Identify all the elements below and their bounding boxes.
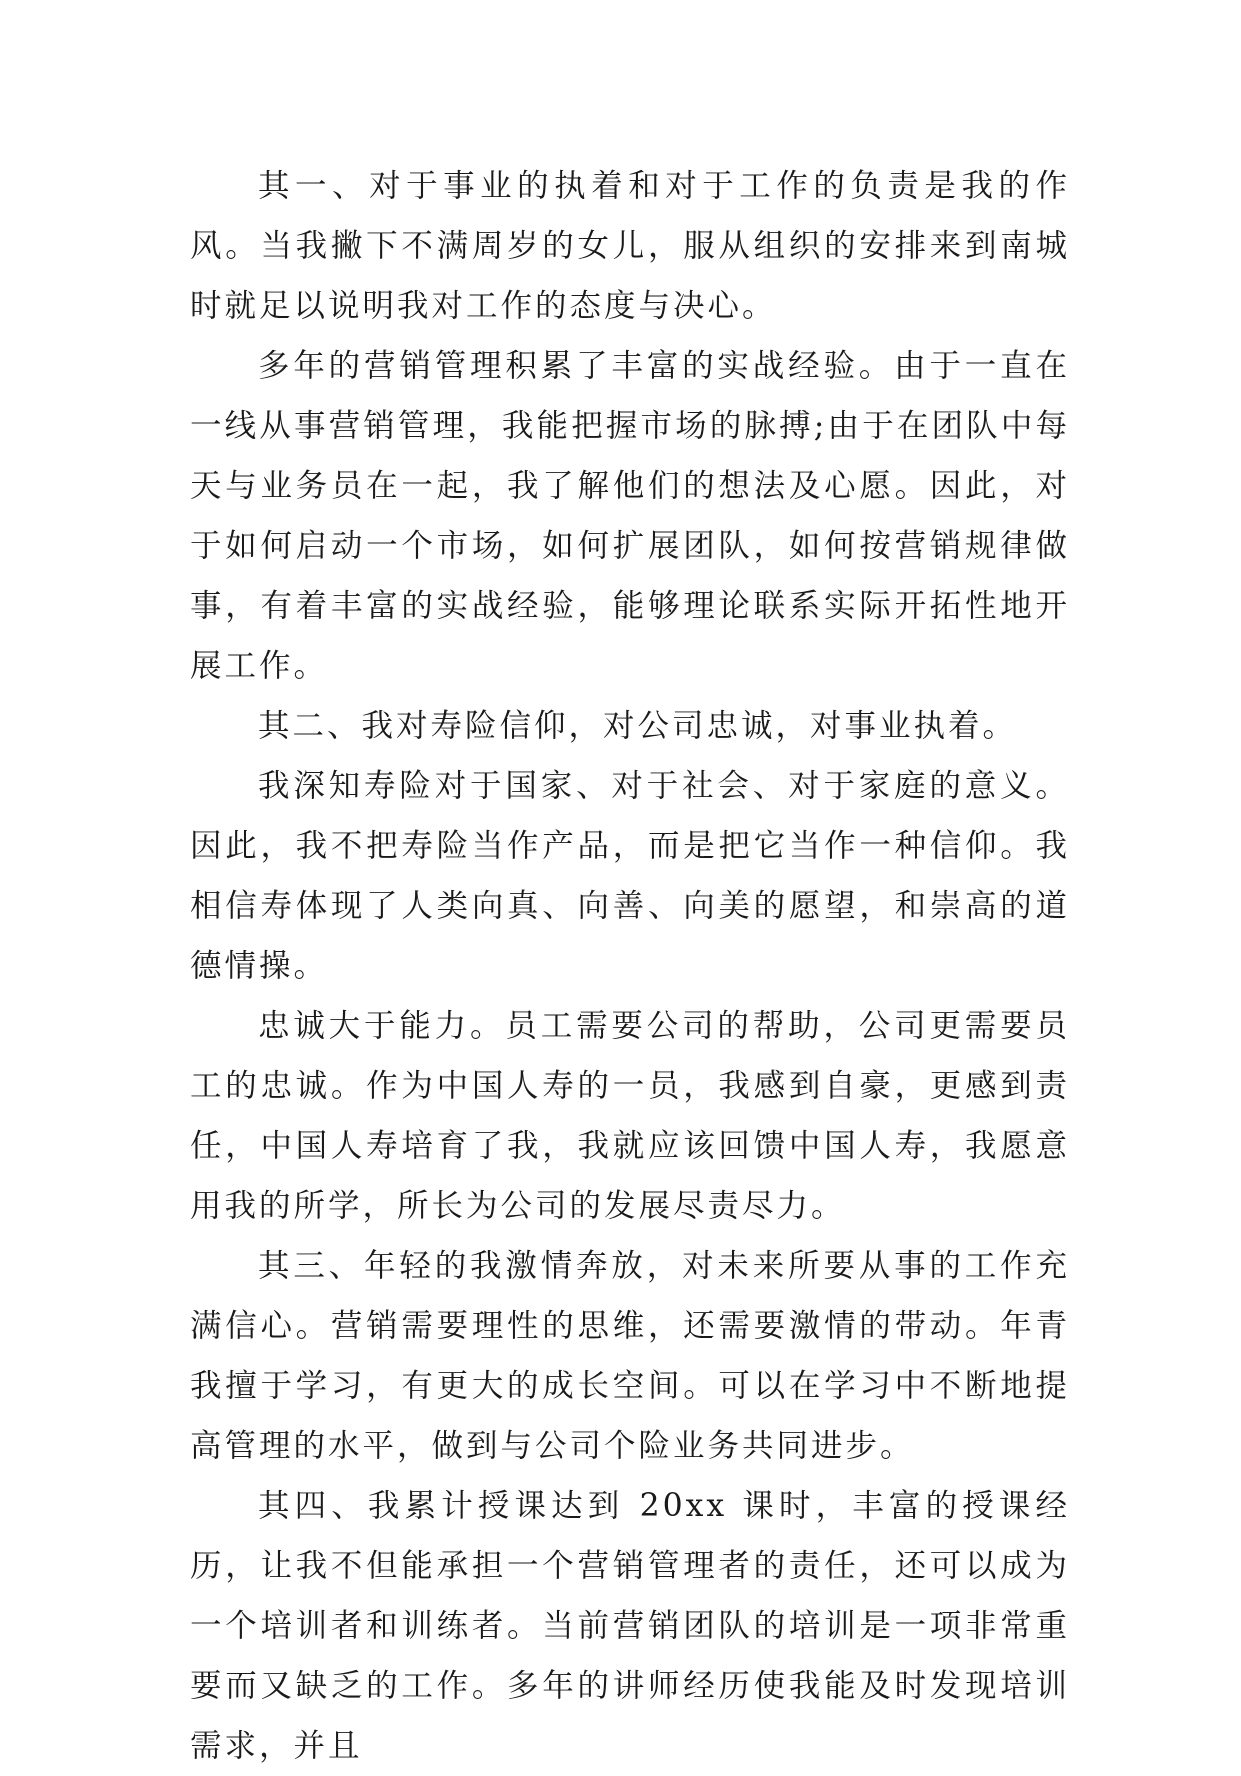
paragraph-1: 其一、对于事业的执着和对于工作的负责是我的作风。当我撇下不满周岁的女儿，服从组织的安排来到南城时就足以说明我对工作的态度与决心。 <box>190 168 1070 324</box>
paragraph-7: 其四、我累计授课达到 20xx 课时，丰富的授课经历，让我不但能承担一个营销管理者的责任，还可以成为一个培训者和训练者。当前营销团队的培训是一项非常重要而又缺乏的工作。多年的讲师经历使我能及时发现培训需求，并且 <box>190 1488 1070 1764</box>
paragraph-4: 我深知寿险对于国家、对于社会、对于家庭的意义。因此，我不把寿险当作产品，而是把它当作一种信仰。我相信寿体现了人类向真、向善、向美的愿望，和崇高的道德情操。 <box>190 768 1070 984</box>
paragraph-6: 其三、年轻的我激情奔放，对未来所要从事的工作充满信心。营销需要理性的思维，还需要激情的带动。年青我擅于学习，有更大的成长空间。可以在学习中不断地提高管理的水平，做到与公司个险业务共同进步。 <box>190 1248 1070 1464</box>
document-body <box>190 156 1070 1776</box>
paragraph-5: 忠诚大于能力。员工需要公司的帮助，公司更需要员工的忠诚。作为中国人寿的一员，我感到自豪，更感到责任，中国人寿培育了我，我就应该回馈中国人寿，我愿意用我的所学，所长为公司的发展尽责尽力。 <box>190 1008 1070 1224</box>
paragraph-3: 其二、我对寿险信仰，对公司忠诚，对事业执着。 <box>258 708 1018 744</box>
paragraph-2: 多年的营销管理积累了丰富的实战经验。由于一直在一线从事营销管理，我能把握市场的脉搏;由于在团队中每天与业务员在一起，我了解他们的想法及心愿。因此，对于如何启动一个市场，如何扩展团队，如何按营销规律做事，有着丰富的实战经验，能够理论联系实际开拓性地开展工作。 <box>190 348 1070 684</box>
